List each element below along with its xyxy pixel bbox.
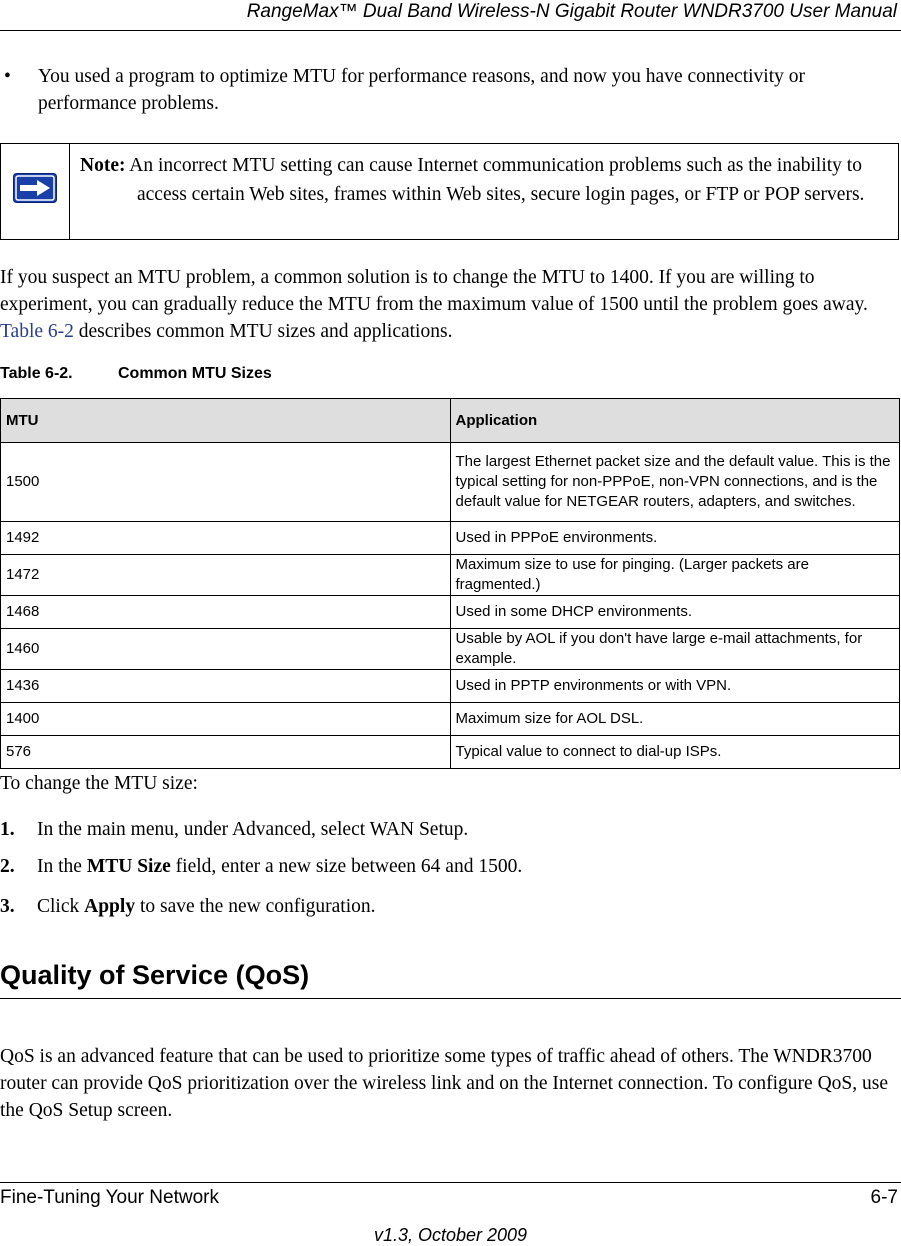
- application-cell: The largest Ethernet packet size and the default value. This is the typical setting for non-PPPoE, non-VPN connections, and is the default value for NETGEAR routers, adapters, and switches.: [450, 443, 900, 522]
- qos-paragraph: QoS is an advanced feature that can be used to prioritize some types of traffic ahead of others. The WNDR3700 router can provide QoS prioritization over the wireless link and on the Internet connection. To configure QoS, use the QoS Setup screen.: [0, 1046, 888, 1121]
- mtu-cell: 1492: [1, 522, 451, 555]
- page-number: 6-7: [870, 1187, 898, 1208]
- section-heading: Quality of Service (QoS): [0, 960, 310, 990]
- mtu-cell: 1400: [1, 703, 451, 736]
- paragraph-text: If you suspect an MTU problem, a common solution is to change the MTU to 1400. If you are willing to experiment, you can gradually reduce the MTU from the maximum value of 1500 until the problem goes away.: [0, 267, 868, 315]
- note-box: [0, 143, 899, 240]
- bullet-text: You used a program to optimize MTU for performance reasons, and now you have connectivity or performance problems.: [38, 66, 805, 114]
- table-row: [1, 596, 900, 629]
- step-item: [0, 853, 522, 880]
- application-cell: Typical value to connect to dial-up ISPs.: [450, 736, 900, 769]
- mtu-cell: 1436: [1, 670, 451, 703]
- table-row: [1, 522, 900, 555]
- application-cell: Used in PPTP environments or with VPN.: [450, 670, 900, 703]
- column-header-application: Application: [450, 399, 900, 443]
- table-row: [1, 629, 900, 670]
- note-label: Note:: [80, 155, 126, 176]
- table-row: [1, 703, 900, 736]
- application-cell: Used in PPPoE environments.: [450, 522, 900, 555]
- bullet-item: [4, 63, 884, 117]
- footer-section: Fine-Tuning Your Network: [0, 1187, 219, 1208]
- step-number: 3.: [0, 896, 15, 917]
- step-number: 1.: [0, 819, 15, 840]
- table-caption-number: Table 6-2.: [0, 365, 73, 382]
- step-text: In the main menu, under Advanced, select WAN Setup.: [37, 819, 469, 840]
- bullet-symbol: •: [4, 66, 11, 87]
- mtu-cell: 1472: [1, 555, 451, 596]
- mtu-cell: 1460: [1, 629, 451, 670]
- application-cell: Usable by AOL if you don't have large e-mail attachments, for example.: [450, 629, 900, 670]
- mtu-table: [0, 398, 900, 769]
- table-row: [1, 736, 900, 769]
- table-row: [1, 670, 900, 703]
- mtu-cell: 576: [1, 736, 451, 769]
- application-cell: Maximum size for AOL DSL.: [450, 703, 900, 736]
- table-caption: [0, 363, 272, 385]
- header-title: RangeMax™ Dual Band Wireless-N Gigabit Router WNDR3700 User Manual: [246, 1, 897, 22]
- table-row: [1, 555, 900, 596]
- step-text: Click Apply to save the new configuration.: [37, 896, 376, 917]
- mtu-cell: 1468: [1, 596, 451, 629]
- table-caption-title: Common MTU Sizes: [118, 365, 272, 382]
- table-header-row: [1, 399, 900, 443]
- application-cell: Maximum size to use for pinging. (Larger packets are fragmented.): [450, 555, 900, 596]
- footer-rule: [0, 1182, 901, 1183]
- footer-version: v1.3, October 2009: [373, 1225, 528, 1245]
- step-item: [0, 816, 468, 843]
- note-body: An incorrect MTU setting can cause Internet communication problems such as the inability to access certain Web sites, frames within Web sites, secure login pages, or FTP or POP servers.: [129, 155, 865, 205]
- step-item: [0, 893, 376, 920]
- mtu-cell: 1500: [1, 443, 451, 522]
- note-icon-cell: [1, 144, 70, 239]
- step-number: 2.: [0, 856, 15, 877]
- application-cell: Used in some DHCP environments.: [450, 596, 900, 629]
- steps-intro: To change the MTU size:: [0, 773, 198, 794]
- heading-rule: [0, 998, 901, 999]
- right-arrow-icon: [13, 173, 57, 203]
- note-text: [80, 151, 892, 209]
- paragraph-text: describes common MTU sizes and applications.: [73, 321, 453, 342]
- column-header-mtu: MTU: [1, 399, 451, 443]
- mtu-paragraph: [0, 264, 900, 345]
- header-rule: [0, 30, 901, 31]
- step-text: In the MTU Size field, enter a new size between 64 and 1500.: [37, 856, 523, 877]
- table-link[interactable]: Table 6-2: [0, 321, 74, 342]
- table-row: [1, 443, 900, 522]
